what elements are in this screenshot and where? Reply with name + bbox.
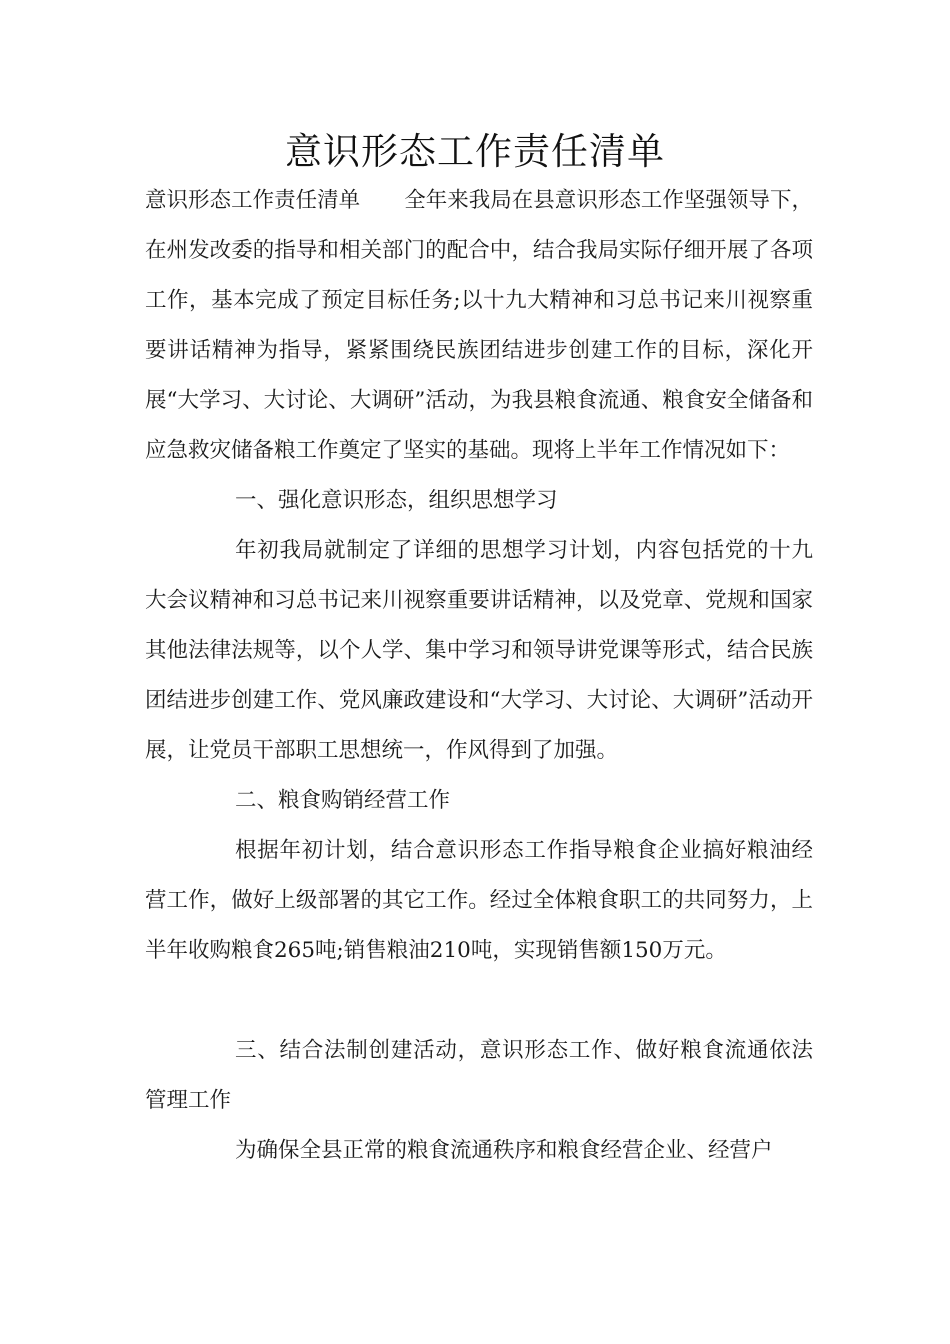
- intro-label: 意识形态工作责任清单: [145, 188, 361, 213]
- section3-paragraph: 为确保全县正常的粮食流通秩序和粮食经营企业、经营户: [235, 1138, 773, 1163]
- section1-heading: 一、强化意识形态，组织思想学习: [235, 488, 558, 513]
- section2-heading: 二、粮食购销经营工作: [235, 788, 451, 813]
- section1-paragraph: 年初我局就制定了详细的思想学习计划，内容包括党的十九大会议精神和习总书记来川视察重要讲话精神，以及党章、党规和国家其他法律法规等，以个人学、集中学习和领导讲党课等形式，结合民族团结进步创建工作、党风廉政建设和“大学习、大讨论、大调研”活动开展，让党员干部职工思想统一，作风得到了加强。: [145, 538, 813, 763]
- intro-paragraph: [145, 176, 813, 476]
- document-title: 意识形态工作责任清单: [285, 130, 665, 173]
- document-body: [145, 176, 813, 1176]
- blank-line: [145, 976, 813, 1026]
- section2-paragraph: 根据年初计划，结合意识形态工作指导粮食企业搞好粮油经营工作，做好上级部署的其它工作。经过全体粮食职工的共同努力，上半年收购粮食265吨;销售粮油210吨，实现销售额150万元。: [145, 838, 813, 963]
- intro-text: 全年来我局在县意识形态工作坚强领导下，在州发改委的指导和相关部门的配合中，结合我局实际仔细开展了各项工作，基本完成了预定目标任务;以十九大精神和习总书记来川视察重要讲话精神为指导，紧紧围绕民族团结进步创建工作的目标，深化开展“大学习、大讨论、大调研”活动，为我县粮食流通、粮食安全储备和应急救灾储备粮工作奠定了坚实的基础。现将上半年工作情况如下：: [145, 188, 813, 463]
- section3-heading: 三、结合法制创建活动，意识形态工作、做好粮食流通依法管理工作: [145, 1038, 813, 1113]
